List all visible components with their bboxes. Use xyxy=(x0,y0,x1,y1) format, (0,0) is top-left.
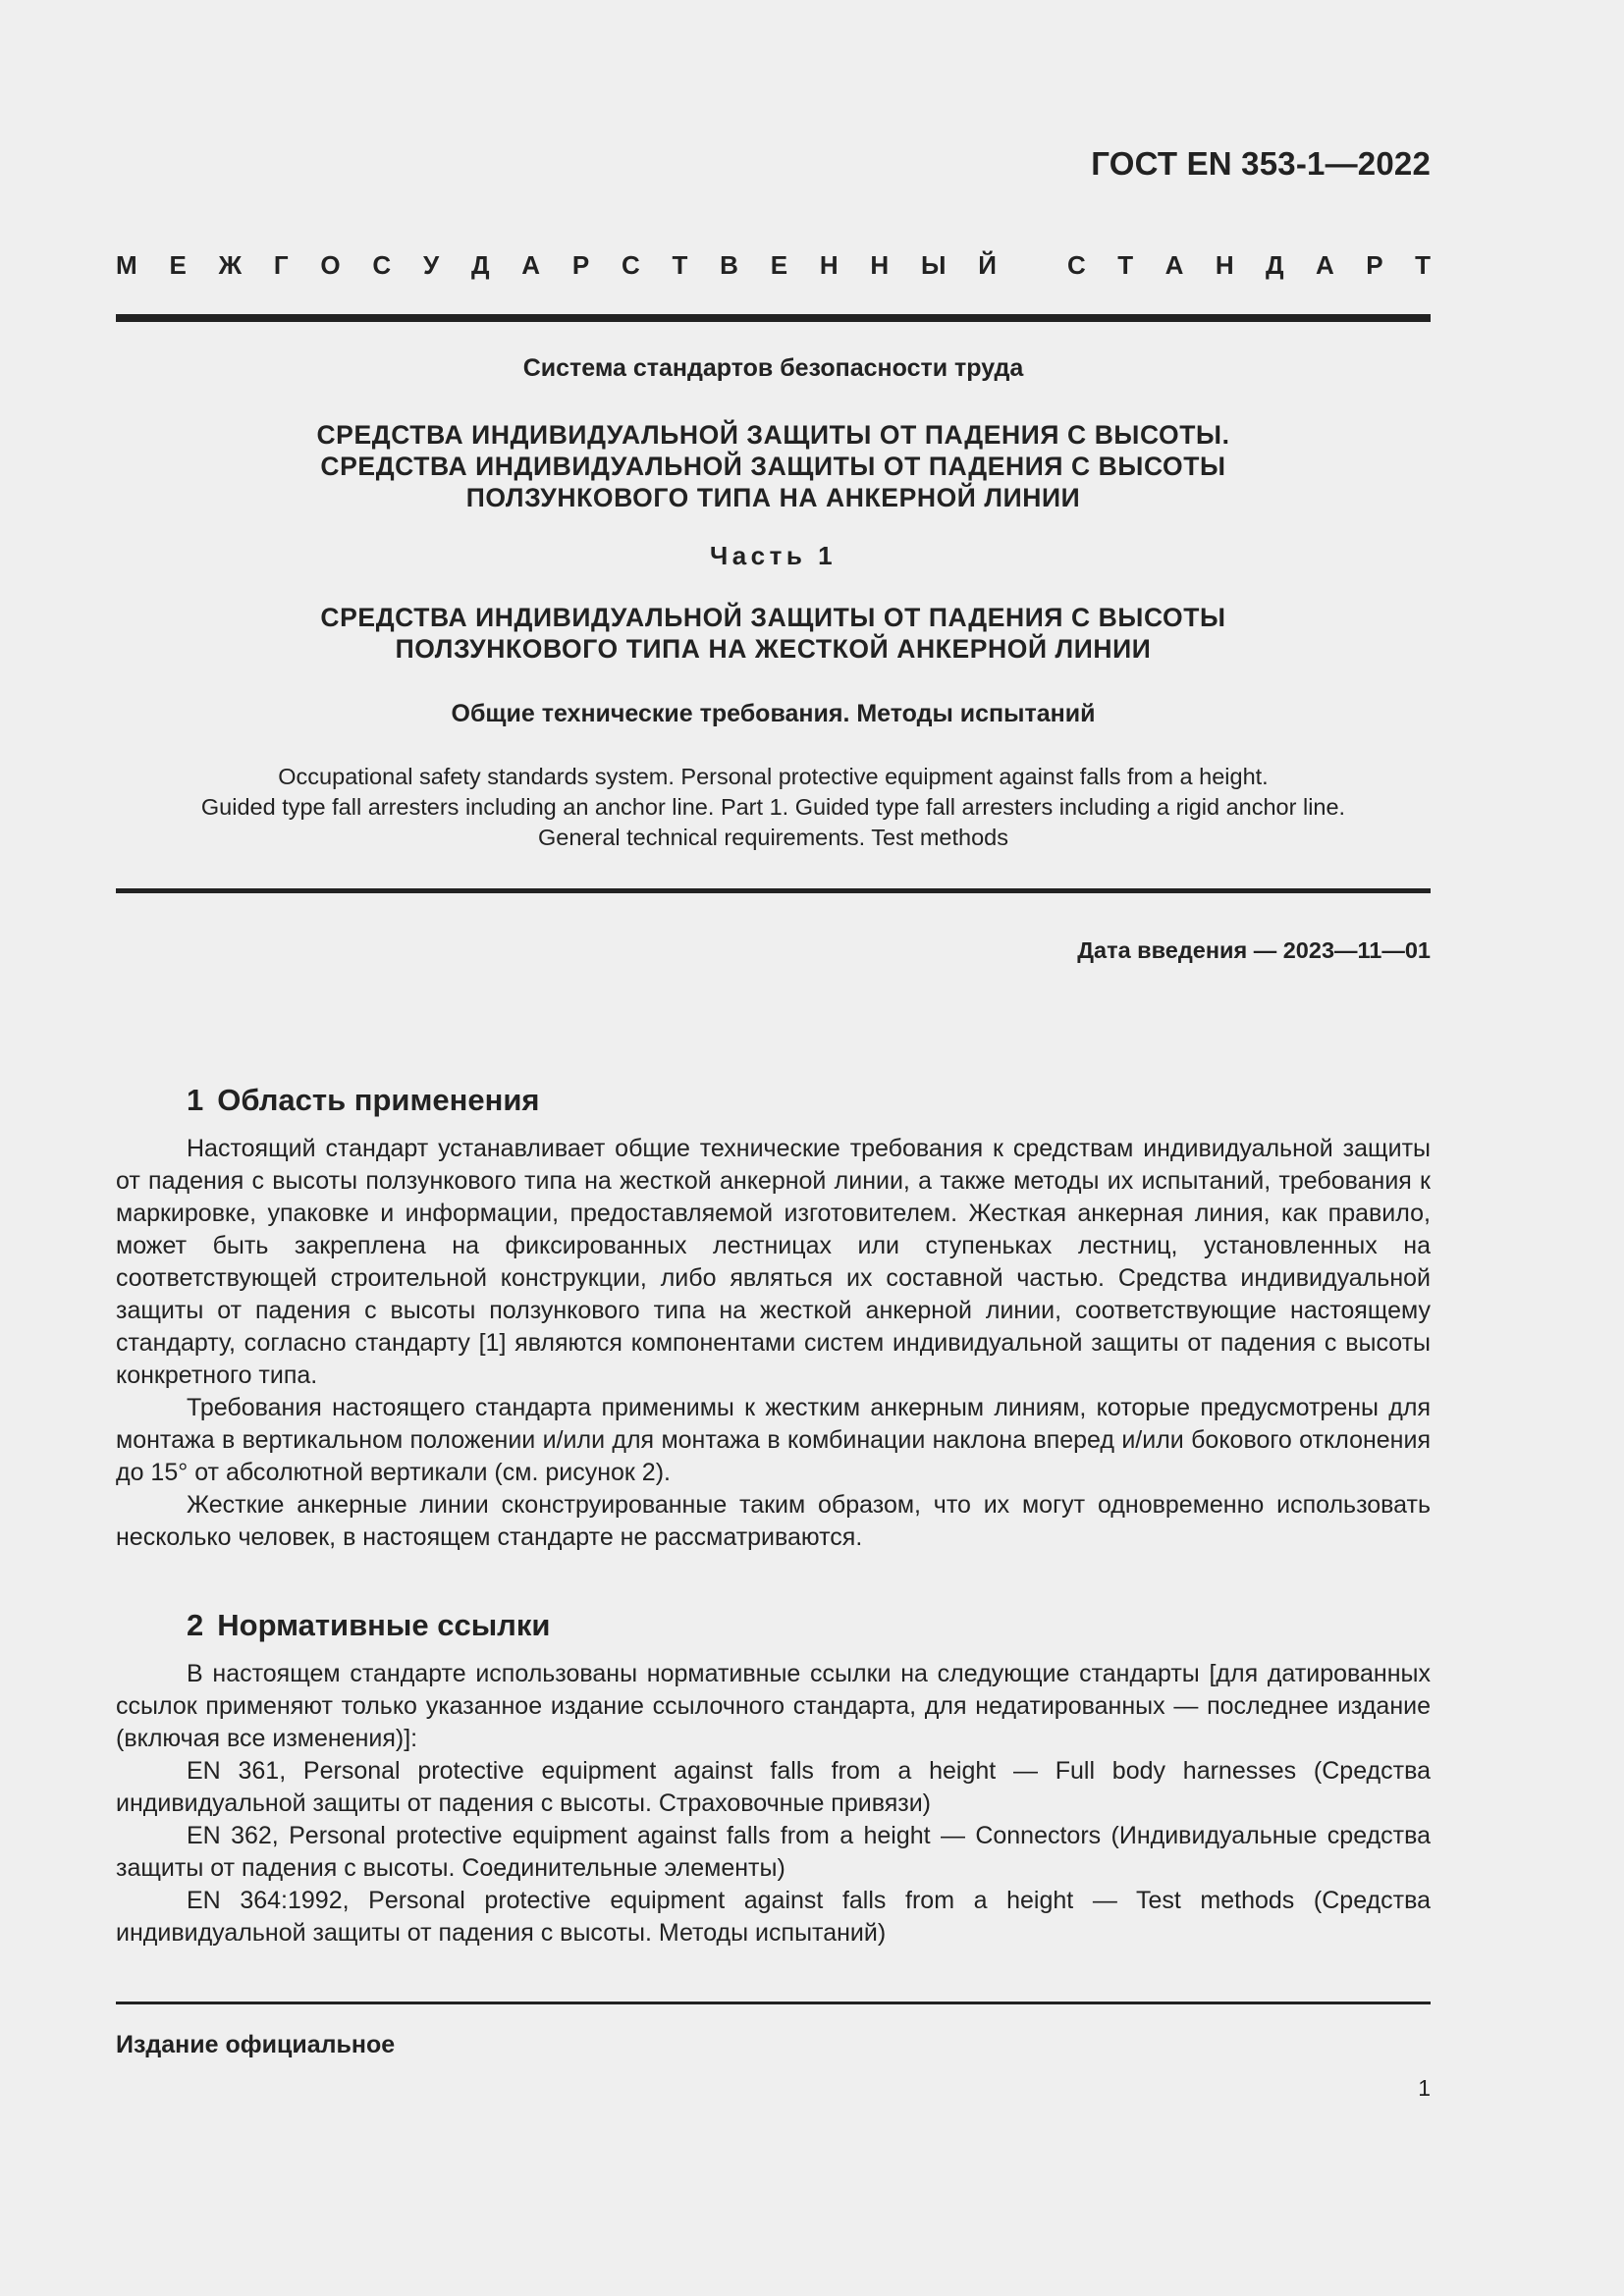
english-title: Occupational safety standards system. Personal protective equipment against falls from a height. Guided type fall arresters including an anchor line. Part 1. Guided type fall arresters including a rigid anchor line. General technical requirements. Test methods xyxy=(200,764,1346,850)
footer-rule xyxy=(116,2002,1431,2004)
paragraph: Настоящий стандарт устанавливает общие технические требования к средствам индивидуальной защиты от падения с высоты ползункового типа на жесткой анкерной линии, а также методы их испытаний, требования к маркировке, упаковке и информации, предоставляемой изготовителем. Жесткая анкерная линия, как правило, может быть закреплена на фиксированных лестницах или ступеньках лестниц, установленных на соответствующей строительной конструкции, либо являться их составной частью. Средства индивидуальной защиты от падения с высоты ползункового типа на жесткой анкерной линии, соответствующие настоящему стандарту, согласно стандарту [1] являются компонентами систем индивидуальной защиты от падения с высоты конкретного типа. xyxy=(116,1135,1431,1389)
paragraph: Жесткие анкерные линии сконструированные таким образом, что их могут одновременно использовать несколько человек, в настоящем стандарте не рассматриваются. xyxy=(116,1491,1431,1551)
section-heading: 1 Область применения xyxy=(187,1083,540,1117)
section-scope xyxy=(116,1080,1431,1554)
standard-word: С Т А Н Д А Р Т xyxy=(1067,250,1431,280)
official-edition-label: Издание официальное xyxy=(116,2031,396,2058)
subtitle: Общие технические требования. Методы испытаний xyxy=(451,700,1096,727)
standards-system: Система стандартов безопасности труда xyxy=(522,354,1024,382)
interstate-standard-banner xyxy=(116,250,1431,281)
section-normative-references xyxy=(116,1605,1431,1949)
interstate-word: М Е Ж Г О С У Д А Р С Т В Е Н Н Ы Й xyxy=(116,250,997,280)
paragraph: В настоящем стандарте использованы нормативные ссылки на следующие стандарты [для датированных ссылок применяют только указанное издание ссылочного стандарта, для недатированных — последнее издание (включая все изменения)]: xyxy=(116,1660,1431,1752)
section-heading: 2 Нормативные ссылки xyxy=(187,1608,551,1642)
main-title: СРЕДСТВА ИНДИВИДУАЛЬНОЙ ЗАЩИТЫ ОТ ПАДЕНИЯ С ВЫСОТЫ. СРЕДСТВА ИНДИВИДУАЛЬНОЙ ЗАЩИТЫ ОТ ПАДЕНИЯ С ВЫСОТЫ ПОЛЗУНКОВОГО ТИПА НА АНКЕРНОЙ ЛИНИИ xyxy=(316,420,1230,512)
reference-item: EN 362, Personal protective equipment against falls from a height — Connectors (Индивидуальные средства защиты от падения с высоты. Соединительные элементы) xyxy=(116,1822,1431,1882)
page-number: 1 xyxy=(1418,2075,1431,2101)
part-title: СРЕДСТВА ИНДИВИДУАЛЬНОЙ ЗАЩИТЫ ОТ ПАДЕНИЯ С ВЫСОТЫ ПОЛЗУНКОВОГО ТИПА НА ЖЕСТКОЙ АНКЕРНОЙ ЛИНИИ xyxy=(320,603,1226,664)
title-rule xyxy=(116,888,1431,893)
reference-item: EN 361, Personal protective equipment against falls from a height — Full body harnesses (Средства индивидуальной защиты от падения с высоты. Страховочные привязи) xyxy=(116,1757,1431,1817)
part-label: Часть 1 xyxy=(709,541,838,570)
header-rule xyxy=(116,314,1431,322)
introduction-date: Дата введения — 2023—11—01 xyxy=(1077,937,1431,963)
reference-item: EN 364:1992, Personal protective equipment against falls from a height — Test methods (Средства индивидуальной защиты от падения с высоты. Методы испытаний) xyxy=(116,1887,1431,1947)
paragraph: Требования настоящего стандарта применимы к жестким анкерным линиям, которые предусмотрены для монтажа в вертикальном положении и/или для монтажа в комбинации наклона вперед и/или бокового отклонения до 15° от абсолютной вертикали (см. рисунок 2). xyxy=(116,1394,1431,1486)
doc-code: ГОСТ EN 353-1—2022 xyxy=(1091,145,1431,182)
